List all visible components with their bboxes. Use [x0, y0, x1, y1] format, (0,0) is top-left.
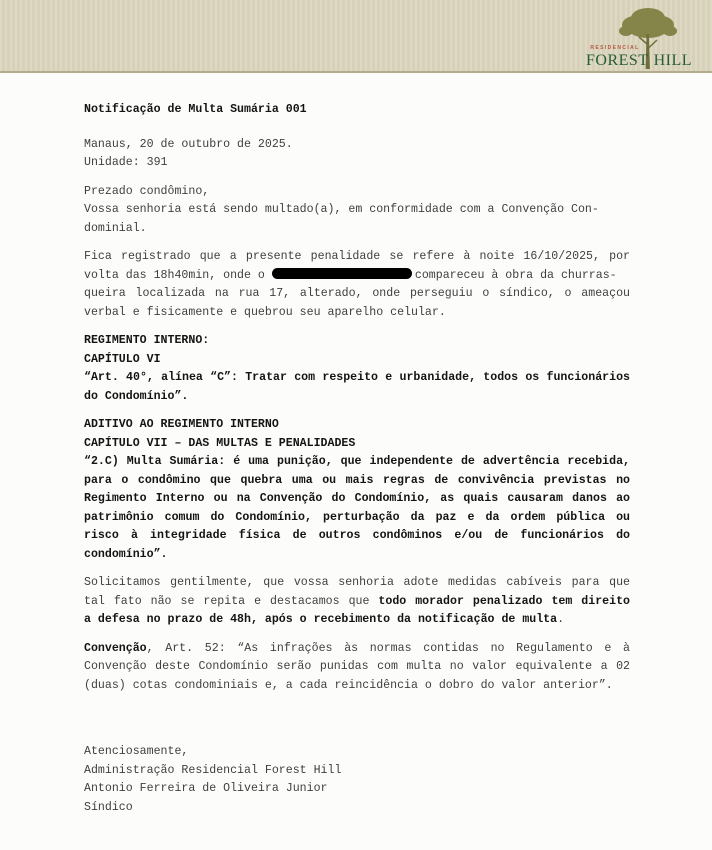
document-line [84, 332, 630, 351]
text-run: (duas) cotas condominiais e, a cada reincidência o dobro do valor anterior”. [84, 678, 613, 692]
text-run: Atenciosamente, [84, 745, 189, 758]
forest-hill-logo [586, 3, 692, 71]
document-line [84, 677, 630, 696]
text-run: verbal e fisicamente e quebrou seu aparelho celular. [84, 305, 446, 319]
logo-wordmark [586, 52, 692, 70]
redacted-name-bar [272, 268, 412, 279]
text-run: tal fato não se repita e destacamos que [84, 594, 379, 608]
text-run: volta das 18h40min, onde o [84, 268, 272, 282]
document-line [84, 743, 630, 762]
document-line [84, 201, 630, 220]
document-line [84, 658, 630, 677]
document-line [84, 101, 630, 120]
text-run: “2.C) Multa Sumária: é uma punição, que independente de advertência recebida, [84, 455, 630, 468]
text-run: risco à integridade física de outros condôminos e/ou de funcionários do [84, 529, 630, 542]
text-run: Convenção [84, 641, 147, 655]
text-run: Prezado condômino, [84, 184, 210, 198]
document-line [84, 799, 630, 818]
document-line [84, 762, 630, 781]
text-run: compareceu à obra da churras- [414, 268, 617, 282]
text-run: Convenção deste Condomínio serão punidas com multa no valor equivalente a 02 [84, 660, 630, 673]
document-line [84, 640, 630, 659]
document-line [84, 285, 630, 304]
document-line [84, 388, 630, 407]
text-run: queira localizada na rua 17, alterado, onde perseguiu o síndico, o ameaçou [84, 287, 630, 300]
document-line [84, 220, 630, 239]
logo-hill-text: HILL [653, 52, 692, 69]
text-run: Regimento Interno ou na Convenção do Condomínio, as quais causaram danos ao [84, 492, 630, 505]
document-line [84, 248, 630, 267]
document-line [84, 369, 630, 388]
document-line [84, 304, 630, 323]
text-run: Manaus, 20 de outubro de 2025. [84, 137, 293, 151]
document-line [84, 611, 630, 630]
text-run: . [557, 613, 565, 626]
text-run: CAPÍTULO VI [84, 352, 161, 366]
text-run: todo morador penalizado tem direito [378, 594, 630, 608]
text-run: Fica registrado que a presente penalidade se refere à noite 16/10/2025, por [84, 250, 630, 263]
letterhead-banner [0, 0, 712, 73]
document-line [84, 183, 630, 202]
document-line [84, 416, 630, 435]
document-line [84, 490, 630, 509]
text-run: patrimônio comum do Condomínio, perturbação da paz e da ordem pública ou [84, 510, 630, 524]
text-run: ADITIVO AO REGIMENTO INTERNO [84, 418, 279, 431]
text-run: Solicitamos gentilmente, que vossa senhoria adote medidas cabíveis para que [84, 576, 630, 589]
text-run: Síndico [84, 800, 133, 814]
logo-residencial-text: RESIDENCIAL [590, 45, 640, 51]
document-line [84, 574, 630, 593]
text-run: dominial. [84, 221, 147, 235]
text-run: Notificação de Multa Sumária 001 [84, 103, 307, 116]
document-line [84, 136, 630, 155]
text-run: “Art. 40°, alínea “C”: Tratar com respeito e urbanidade, todos os funcionários [84, 371, 630, 384]
document-line [84, 453, 630, 472]
document-line [84, 435, 630, 454]
document-line [84, 154, 630, 173]
logo-forest-text: FOREST [586, 52, 649, 69]
text-run: do Condomínio”. [84, 389, 189, 403]
text-run: CAPÍTULO VII – DAS MULTAS E PENALIDADES [84, 436, 356, 450]
text-run: Administração Residencial Forest Hill [84, 763, 342, 777]
text-run: Vossa senhoria está sendo multado(a), em conformidade com a Convenção Con- [84, 203, 599, 216]
document-line [84, 351, 630, 370]
document-line [84, 593, 630, 612]
text-run: Unidade: 391 [84, 156, 168, 169]
document-line [84, 780, 630, 799]
text-run: a defesa no prazo de 48h, após o recebimento da notificação de multa [84, 613, 558, 626]
document-line [84, 472, 630, 491]
document-line [84, 527, 630, 546]
text-run: para o condômino que quebra uma ou mais regras de convivência previstas no [84, 473, 630, 487]
text-run: Antonio Ferreira de Oliveira Junior [84, 782, 328, 795]
document-line [84, 267, 630, 286]
text-run: REGIMENTO INTERNO: [84, 334, 210, 347]
text-run: , Art. 52: “As infrações às normas contidas no Regulamento e à [146, 641, 630, 655]
text-run: condomínio”. [84, 547, 168, 561]
letter-body [0, 73, 712, 817]
document-line [84, 509, 630, 528]
document-line [84, 546, 630, 565]
